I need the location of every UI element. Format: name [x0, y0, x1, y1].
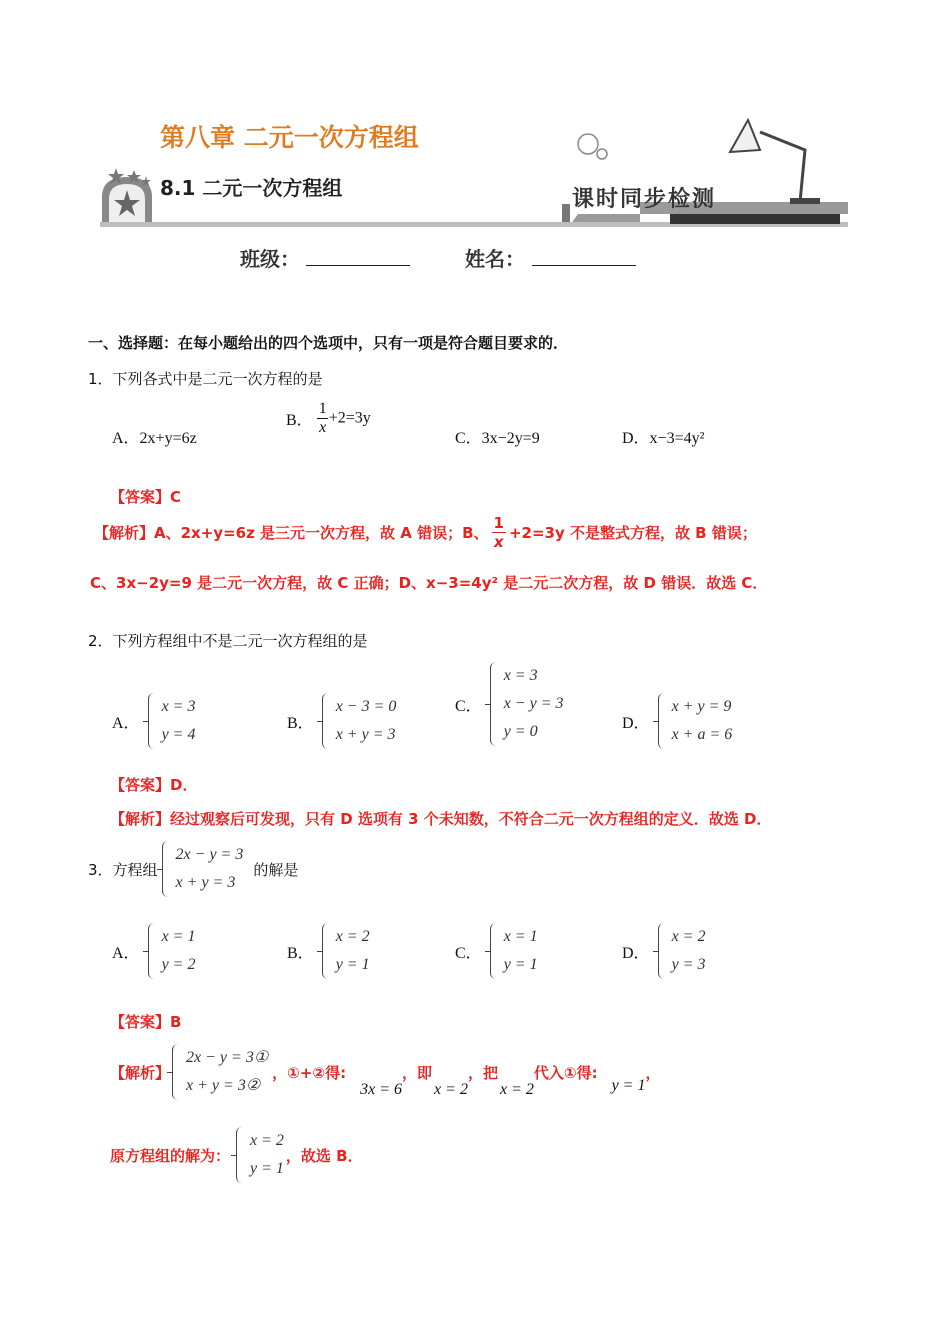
q2-option-a	[112, 693, 195, 749]
q3-a-label: A．	[112, 944, 140, 962]
q1-analysis-b: +2=3y 不是整式方程，故 B 错误；	[508, 524, 757, 542]
q2-d-label: D．	[622, 714, 650, 732]
q3-step2: ，即	[402, 1063, 433, 1082]
q3-a-eq2: y = 2	[161, 956, 196, 973]
q1-stem: 1．下列各式中是二元一次方程的是	[88, 370, 323, 388]
q2-analysis: 【解析】经过观察后可发现，只有 D 选项有 3 个未知数，不符合二元一次方程组的定义．故选 D．	[110, 810, 772, 828]
q3-d-label: D．	[622, 944, 650, 962]
q3-b-eq1: x = 2	[335, 928, 370, 945]
q2-d-eq2: x + a = 6	[671, 726, 733, 743]
brace-icon	[322, 693, 332, 749]
q3-sys-eq1: 2x − y = 3	[175, 846, 244, 863]
brace-icon	[148, 923, 158, 979]
q3-eq-3x: 3x = 6	[360, 1081, 403, 1098]
q3-analysis-eq1: 2x − y = 3①	[186, 1049, 269, 1066]
chapter-title: 第八章 二元一次方程组	[160, 123, 419, 152]
brace-icon	[172, 1044, 182, 1100]
q2-d-eq1: x + y = 9	[671, 698, 732, 715]
q1-analysis-line2: C、3x−2y=9 是二元一次方程，故 C 正确；D、x−3=4y² 是二元二次方程，故 D 错误．故选 C．	[90, 574, 768, 592]
q3-system	[162, 841, 244, 897]
star-badge-icon	[102, 168, 152, 222]
class-label: 班级：	[240, 247, 300, 271]
q2-a-eq2: y = 4	[161, 726, 196, 743]
brace-icon	[658, 923, 668, 979]
q1-analysis-a: 【解析】A、2x+y=6z 是三元一次方程，故 A 错误；B、	[94, 524, 489, 542]
q2-option-b	[287, 693, 396, 749]
q2-c-eq3: y = 0	[503, 723, 538, 740]
q1-analysis-den: x	[493, 533, 504, 551]
q3-c-eq2: y = 1	[503, 956, 538, 973]
q1-analysis-num: 1	[493, 514, 504, 532]
q2-c-label: C．	[455, 697, 482, 715]
section-title: 8.1 二元一次方程组	[160, 176, 343, 200]
q3-a-eq1: x = 1	[161, 928, 196, 945]
q2-b-label: B．	[287, 714, 314, 732]
brace-icon	[658, 693, 668, 749]
q3-c-label: C．	[455, 944, 482, 962]
q3-sys-eq2: x + y = 3	[175, 874, 236, 891]
q1-answer: 【答案】C	[110, 488, 182, 506]
q1-analysis-fraction	[492, 514, 506, 551]
q3-final-eq2: y = 1	[250, 1160, 284, 1177]
q3-final-eq1: x = 2	[250, 1132, 284, 1149]
q1-b-label: B．	[286, 412, 313, 429]
q2-option-d	[622, 693, 732, 749]
q3-analysis-eq2: x + y = 3②	[186, 1077, 261, 1094]
q2-a-eq1: x = 3	[161, 698, 196, 715]
q3-final-prefix: 原方程组的解为：	[110, 1146, 231, 1165]
section-instructions: 一、选择题：在每小题给出的四个选项中，只有一项是符合题目要求的．	[88, 334, 569, 352]
name-label: 姓名：	[465, 247, 525, 271]
q2-c-eq1: x = 3	[503, 667, 538, 684]
q1-b-fraction	[317, 400, 329, 437]
q3-analysis	[110, 1044, 661, 1100]
brace-icon	[162, 841, 172, 897]
q3-option-c	[455, 923, 538, 979]
q2-c-eq2: x − y = 3	[503, 695, 564, 712]
q1-option-a: A．2x+y=6z	[112, 430, 197, 447]
name-field[interactable]	[532, 265, 636, 266]
q3-answer: 【答案】B	[110, 1013, 182, 1031]
q2-stem: 2．下列方程组中不是二元一次方程组的是	[88, 632, 368, 650]
q3-step3: ，把	[467, 1063, 498, 1082]
q3-step5: ，	[645, 1063, 661, 1082]
brace-icon	[490, 662, 500, 746]
q1-b-rest: +2=3y	[328, 409, 371, 427]
q1-option-c: C．3x−2y=9	[455, 430, 540, 447]
q2-option-c	[455, 662, 563, 746]
brace-icon	[322, 923, 332, 979]
q3-option-b	[287, 923, 370, 979]
q2-b-eq2: x + y = 3	[335, 726, 396, 743]
q3-d-eq2: y = 3	[671, 956, 706, 973]
q1-option-b	[286, 400, 371, 437]
q3-b-eq2: y = 1	[335, 956, 370, 973]
q3-step1: ，①+②得:	[272, 1063, 347, 1082]
q3-option-d	[622, 923, 705, 979]
q3-stem	[88, 841, 298, 897]
q3-eq-x2b: x = 2	[499, 1081, 534, 1098]
q2-b-eq1: x − 3 = 0	[335, 698, 397, 715]
q3-eq-x2: x = 2	[434, 1081, 468, 1098]
q3-analysis-system	[172, 1044, 268, 1100]
q3-analysis-label: 【解析】	[110, 1063, 171, 1082]
q3-final-suffix: ，故选 B．	[285, 1146, 363, 1165]
q2-a-label: A．	[112, 714, 140, 732]
brace-icon	[236, 1127, 246, 1183]
q3-eq-y1: y = 1	[611, 1077, 646, 1094]
q3-final	[110, 1127, 363, 1183]
q3-step4: 代入①得:	[533, 1063, 598, 1082]
brace-icon	[490, 923, 500, 979]
q1-option-d: D．x−3=4y²	[622, 430, 705, 447]
q3-d-eq1: x = 2	[671, 928, 706, 945]
q3-stem-suffix: 的解是	[253, 860, 299, 879]
q3-final-system	[236, 1127, 284, 1183]
q3-c-eq1: x = 1	[503, 928, 538, 945]
brace-icon	[148, 693, 158, 749]
q3-b-label: B．	[287, 944, 314, 962]
q2-answer: 【答案】D．	[110, 776, 198, 794]
q1-analysis-line1	[94, 514, 757, 551]
q3-option-a	[112, 923, 195, 979]
q3-stem-prefix: 3．方程组	[88, 860, 158, 879]
sync-label: 课时同步检测	[572, 187, 717, 212]
class-field[interactable]	[306, 265, 410, 266]
q1-b-den: x	[319, 419, 327, 436]
q1-b-num: 1	[318, 400, 327, 417]
